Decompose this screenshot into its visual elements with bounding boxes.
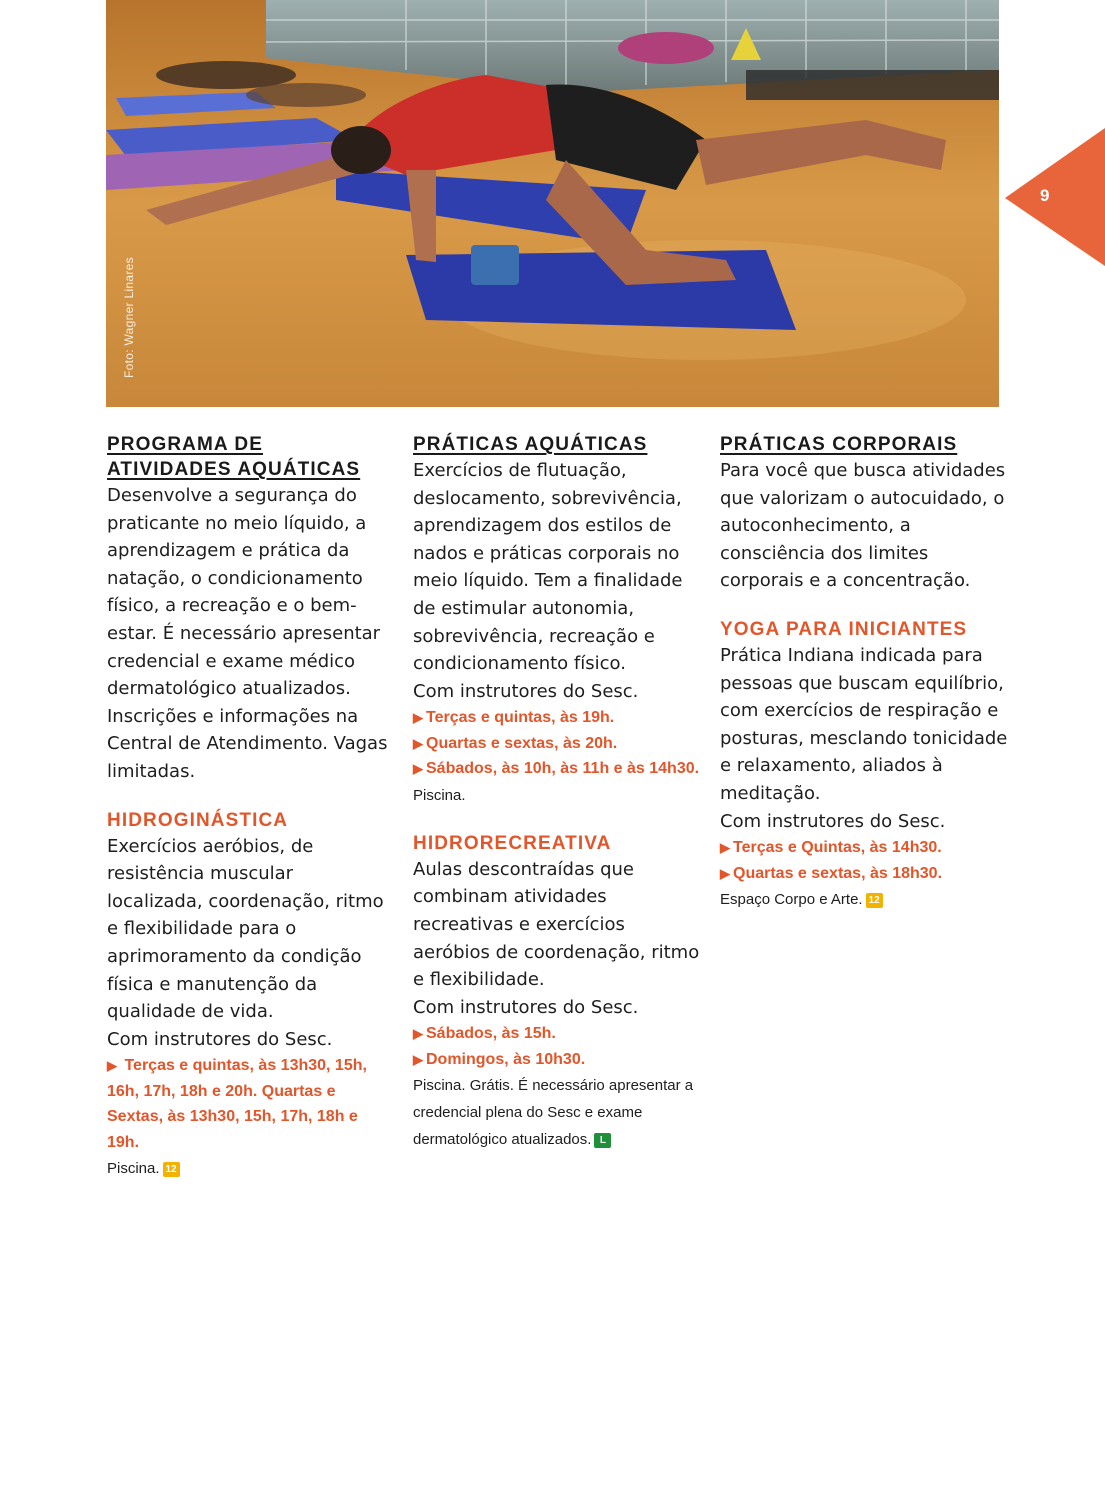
schedule-line: ▶ Terças e Quintas, às 14h30. (720, 839, 942, 857)
column-3 (720, 432, 1010, 913)
schedule-line: ▶ Terças e quintas, às 13h30, 15h, 16h, 17h, 18h e 20h. Quartas e Sextas, às 13h30, 15h, 17h, 18h e 19h. (107, 1057, 367, 1151)
schedule-line: ▶ Sábados, às 15h. (413, 1025, 556, 1043)
schedule-line: ▶ Terças e quintas, às 19h. (413, 709, 615, 727)
photo-credit: Foto: Wagner Linares (122, 257, 136, 378)
section-programa-atividades-aquaticas (107, 432, 392, 786)
instructors-note: Com instrutores do Sesc. (413, 996, 639, 1018)
photo-illustration (106, 0, 999, 407)
column-2 (413, 432, 703, 1153)
section-title: PROGRAMA DE ATIVIDADES AQUÁTICAS (107, 434, 361, 480)
schedule-line: ▶ Sábados, às 10h, às 11h e às 14h30. (413, 760, 700, 778)
age-rating-badge: L (594, 1133, 611, 1148)
play-triangle-icon: ▶ (413, 761, 423, 777)
age-rating-badge: 12 (163, 1162, 180, 1177)
play-triangle-icon: ▶ (107, 1058, 117, 1074)
section-praticas-corporais (720, 432, 1010, 595)
section-body: Exercícios aeróbios, de resistência muscular localizada, coordenação, ritmo e flexibilidade para o aprimoramento da condição física e manutenção da qualidade de vida. (107, 835, 384, 1023)
section-praticas-aquaticas (413, 432, 703, 809)
schedule-line: ▶ Domingos, às 10h30. (413, 1050, 586, 1068)
schedule-line: ▶ Quartas e sextas, às 18h30. (720, 864, 943, 882)
play-triangle-icon: ▶ (413, 710, 423, 726)
schedule-line: ▶ Quartas e sextas, às 20h. (413, 734, 618, 752)
page-tab-triangle (1005, 128, 1105, 266)
section-title: PRÁTICAS AQUÁTICAS (413, 434, 648, 455)
section-body: Prática Indiana indicada para pessoas que buscam equilíbrio, com exercícios de respiração e posturas, mesclando tonicidade e relaxamento, aliados à meditação. (720, 644, 1008, 804)
location-note: Espaço Corpo e Arte. 12 (720, 886, 1010, 913)
section-title: HIDRORECREATIVA (413, 832, 612, 854)
instructors-note: Com instrutores do Sesc. (107, 1028, 333, 1050)
location-note: Piscina. (413, 786, 466, 804)
section-body: Para você que busca atividades que valorizam o autocuidado, o autoconhecimento, a consciência dos limites corporais e a concentração. (720, 460, 1006, 592)
section-body: Exercícios de flutuação, deslocamento, sobrevivência, aprendizagem dos estilos de nados e práticas corporais no meio líquido. Tem a finalidade de estimular autonomia, sobrevivência, recreação e condicionamento físico. (413, 460, 683, 675)
play-triangle-icon: ▶ (720, 865, 730, 881)
yoga-class-photo (106, 0, 999, 407)
play-triangle-icon: ▶ (720, 840, 730, 856)
section-body: Aulas descontraídas que combinam atividades recreativas e exercícios aeróbios de coordenação, ritmo e flexibilidade. (413, 858, 700, 991)
location-note: Piscina. Grátis. É necessário apresentar a credencial plena do Sesc e exame dermatológico atualizados. L (413, 1077, 694, 1149)
section-hidroginastica (107, 808, 392, 1183)
play-triangle-icon: ▶ (413, 735, 423, 751)
section-title: YOGA PARA INICIANTES (720, 618, 968, 640)
section-title: PRÁTICAS CORPORAIS (720, 434, 958, 455)
instructors-note: Com instrutores do Sesc. (720, 810, 946, 832)
instructors-note: Com instrutores do Sesc. (413, 680, 639, 702)
page-number: 9 (1040, 186, 1050, 205)
section-title: HIDROGINÁSTICA (107, 809, 289, 831)
section-body: Desenvolve a segurança do praticante no meio líquido, a aprendizagem e prática da natação, o condicionamento físico, a recreação e o bem-estar. É necessário apresentar credencial e exame médico dermatológico atualizados. Inscrições e informações na Central de Atendimento. Vagas limitadas. (107, 485, 388, 782)
section-yoga-para-iniciantes (720, 617, 1010, 913)
play-triangle-icon: ▶ (413, 1051, 423, 1067)
section-hidrorecreativa (413, 831, 703, 1154)
play-triangle-icon: ▶ (413, 1026, 423, 1042)
location-note: Piscina. 12 (107, 1155, 392, 1182)
age-rating-badge: 12 (866, 893, 883, 908)
column-1 (107, 432, 392, 1182)
